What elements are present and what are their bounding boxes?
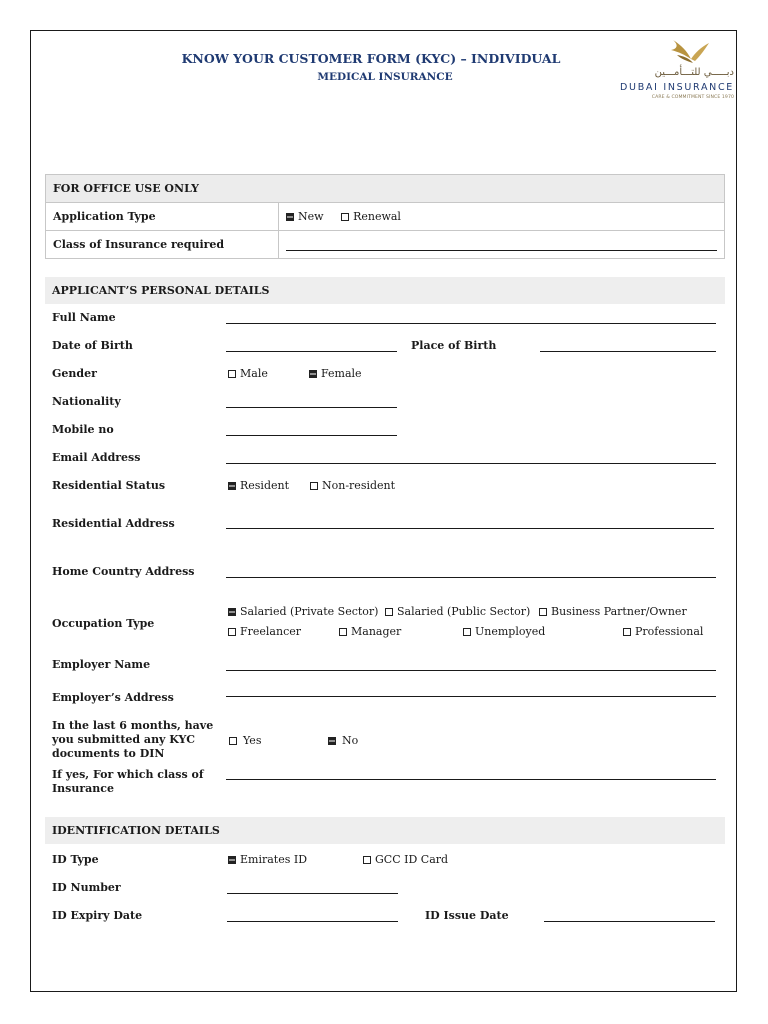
checkbox-empty-icon <box>229 737 237 745</box>
checkbox-empty-icon <box>228 370 236 378</box>
class-of-insurance-label: Class of Insurance required <box>46 231 279 259</box>
female-checkbox[interactable] <box>309 367 362 380</box>
checkbox-empty-icon <box>310 482 318 490</box>
employer-address-field[interactable] <box>226 696 716 697</box>
id-expiry-field[interactable] <box>227 921 398 922</box>
id-issue-field[interactable] <box>544 921 715 922</box>
id-expiry-label: ID Expiry Date <box>52 909 143 922</box>
if-yes-line-1: If yes, For which class of <box>52 768 204 781</box>
salaried-private-label: Salaried (Private Sector) <box>240 605 379 618</box>
if-yes-label <box>52 768 204 796</box>
id-number-field[interactable] <box>227 893 398 894</box>
female-label: Female <box>321 367 362 380</box>
logo-arabic-text: دبـــــي للتـــأمـــين <box>654 67 734 78</box>
checkbox-empty-icon <box>339 628 347 636</box>
professional-checkbox[interactable] <box>623 625 703 638</box>
new-checkbox[interactable] <box>286 210 324 223</box>
resident-checkbox[interactable] <box>228 479 289 492</box>
new-label: New <box>298 210 324 223</box>
full-name-label: Full Name <box>52 311 116 324</box>
application-type-options <box>279 203 725 231</box>
residential-address-label: Residential Address <box>52 517 175 530</box>
home-country-address-field[interactable] <box>226 577 716 578</box>
checkbox-checked-icon <box>328 737 336 745</box>
id-type-label: ID Type <box>52 853 99 866</box>
nationality-field[interactable] <box>226 407 397 408</box>
kyc-question-line-1: In the last 6 months, have <box>52 719 214 732</box>
freelancer-checkbox[interactable] <box>228 625 301 638</box>
employer-address-label: Employer’s Address <box>52 691 174 704</box>
home-country-address-label: Home Country Address <box>52 565 195 578</box>
application-type-label: Application Type <box>46 203 279 231</box>
male-label: Male <box>240 367 268 380</box>
occupation-type-label: Occupation Type <box>52 617 155 630</box>
kyc-yes-label: Yes <box>243 734 262 747</box>
email-field[interactable] <box>226 463 716 464</box>
logo-english-text: DUBAI INSURANCE <box>620 82 734 93</box>
non-resident-label: Non-resident <box>322 479 396 492</box>
checkbox-empty-icon <box>539 608 547 616</box>
personal-details-heading: APPLICANT’S PERSONAL DETAILS <box>45 277 725 304</box>
gender-label: Gender <box>52 367 97 380</box>
form-page <box>30 30 737 992</box>
kyc-no-checkbox[interactable] <box>328 734 358 747</box>
checkbox-checked-icon <box>228 856 236 864</box>
employer-name-field[interactable] <box>226 670 716 671</box>
checkbox-empty-icon <box>623 628 631 636</box>
salaried-private-checkbox[interactable] <box>228 605 378 618</box>
id-number-label: ID Number <box>52 881 121 894</box>
office-use-table <box>45 174 725 259</box>
checkbox-checked-icon <box>228 608 236 616</box>
nationality-label: Nationality <box>52 395 121 408</box>
identification-heading: IDENTIFICATION DETAILS <box>45 817 725 844</box>
if-yes-field[interactable] <box>226 779 716 780</box>
renewal-checkbox[interactable] <box>341 210 401 223</box>
freelancer-label: Freelancer <box>240 625 301 638</box>
manager-checkbox[interactable] <box>339 625 401 638</box>
checkbox-empty-icon <box>228 628 236 636</box>
kyc-question-label <box>52 719 213 761</box>
manager-label: Manager <box>351 625 402 638</box>
male-checkbox[interactable] <box>228 367 268 380</box>
salaried-public-checkbox[interactable] <box>385 605 530 618</box>
salaried-public-label: Salaried (Public Sector) <box>397 605 531 618</box>
logo-tagline: CARE & COMMITMENT SINCE 1970 <box>651 95 734 100</box>
mobile-field[interactable] <box>226 435 397 436</box>
kyc-question-line-3: documents to DIN <box>52 747 165 760</box>
checkbox-checked-icon <box>228 482 236 490</box>
unemployed-checkbox[interactable] <box>463 625 545 638</box>
residential-status-label: Residential Status <box>52 479 166 492</box>
place-of-birth-field[interactable] <box>540 351 716 352</box>
emirates-id-label: Emirates ID <box>240 853 308 866</box>
mobile-label: Mobile no <box>52 423 114 436</box>
place-of-birth-label: Place of Birth <box>411 339 497 352</box>
email-label: Email Address <box>52 451 141 464</box>
employer-name-label: Employer Name <box>52 658 151 671</box>
non-resident-checkbox[interactable] <box>310 479 395 492</box>
business-owner-checkbox[interactable] <box>539 605 687 618</box>
resident-label: Resident <box>240 479 290 492</box>
professional-label: Professional <box>635 625 704 638</box>
kyc-no-label: No <box>342 734 359 747</box>
checkbox-empty-icon <box>463 628 471 636</box>
checkbox-checked-icon <box>309 370 317 378</box>
residential-address-field[interactable] <box>226 528 714 529</box>
dob-label: Date of Birth <box>52 339 133 352</box>
id-issue-label: ID Issue Date <box>425 909 509 922</box>
office-use-heading: FOR OFFICE USE ONLY <box>46 175 725 203</box>
checkbox-empty-icon <box>363 856 371 864</box>
dob-field[interactable] <box>226 351 397 352</box>
if-yes-line-2: Insurance <box>52 782 114 795</box>
bird-logo-icon <box>611 37 735 69</box>
emirates-id-checkbox[interactable] <box>228 853 307 866</box>
gcc-id-label: GCC ID Card <box>375 853 449 866</box>
renewal-label: Renewal <box>353 210 401 223</box>
gcc-id-checkbox[interactable] <box>363 853 448 866</box>
full-name-field[interactable] <box>226 323 716 324</box>
kyc-yes-checkbox[interactable] <box>229 734 261 747</box>
form-subtitle: MEDICAL INSURANCE <box>317 71 453 83</box>
unemployed-label: Unemployed <box>475 625 546 638</box>
form-title: KNOW YOUR CUSTOMER FORM (KYC) – INDIVIDUAL <box>181 51 561 66</box>
business-owner-label: Business Partner/Owner <box>551 605 687 618</box>
checkbox-checked-icon <box>286 213 294 221</box>
checkbox-empty-icon <box>341 213 349 221</box>
checkbox-empty-icon <box>385 608 393 616</box>
class-of-insurance-field[interactable] <box>279 231 725 259</box>
kyc-question-line-2: you submitted any KYC <box>52 733 195 746</box>
